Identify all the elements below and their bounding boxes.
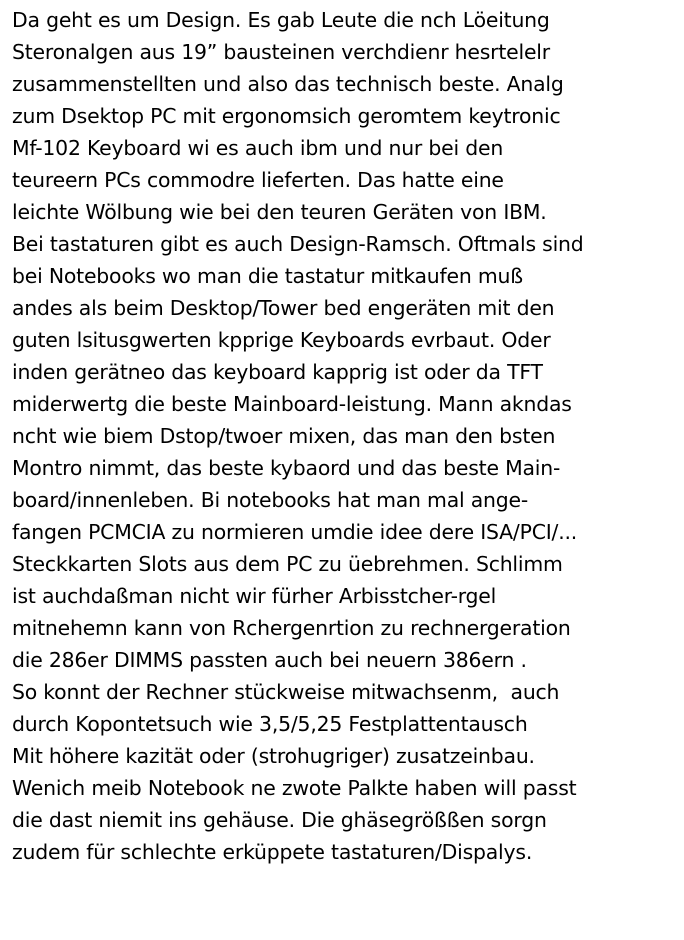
text-line: Mit höhere kazität oder (strohugriger) zusatzeinbau. xyxy=(12,744,535,768)
text-line: So konnt der Rechner stückweise mitwachsenm, auch xyxy=(12,680,560,704)
text-line: durch Kopontetsuch wie 3,5/5,25 Festplattentausch xyxy=(12,712,528,736)
text-line: ncht wie biem Dstop/twoer mixen, das man den bsten xyxy=(12,424,556,448)
text-line: zusammenstellten und also das technisch beste. Analg xyxy=(12,72,564,96)
text-line: Mf-102 Keyboard wi es auch ibm und nur bei den xyxy=(12,136,504,160)
text-line: Da geht es um Design. Es gab Leute die nch Löeitung xyxy=(12,8,550,32)
text-line: miderwertg die beste Mainboard-leistung. Mann akndas xyxy=(12,392,572,416)
text-line: Bei tastaturen gibt es auch Design-Ramsch. Oftmals sind xyxy=(12,232,584,256)
text-line: Montro nimmt, das beste kybaord und das beste Main- xyxy=(12,456,561,480)
text-line: board/innenleben. Bi notebooks hat man mal ange- xyxy=(12,488,529,512)
text-line: mitnehemn kann von Rchergenrtion zu rechnergeration xyxy=(12,616,571,640)
text-line: ist auchdaßman nicht wir fürher Arbisstcher-rgel xyxy=(12,584,497,608)
text-line: andes als beim Desktop/Tower bed engeräten mit den xyxy=(12,296,555,320)
text-line: guten lsitusgwerten kpprige Keyboards evrbaut. Oder xyxy=(12,328,551,352)
text-line: Wenich meib Notebook ne zwote Palkte haben will passt xyxy=(12,776,577,800)
text-line: die 286er DIMMS passten auch bei neuern 386ern . xyxy=(12,648,527,672)
text-line: bei Notebooks wo man die tastatur mitkaufen muß xyxy=(12,264,523,288)
text-line: inden gerätneo das keyboard kapprig ist oder da TFT xyxy=(12,360,543,384)
text-line: zum Dsektop PC mit ergonomsich geromtem keytronic xyxy=(12,104,561,128)
text-line: zudem für schlechte erküppete tastaturen/Dispalys. xyxy=(12,840,533,864)
text-line: teureern PCs commodre lieferten. Das hatte eine xyxy=(12,168,504,192)
text-line: Steronalgen aus 19” bausteinen verchdienr hesrtelelr xyxy=(12,40,550,64)
text-line: fangen PCMCIA zu normieren umdie idee dere ISA/PCI/... xyxy=(12,520,578,544)
document-page xyxy=(12,4,684,940)
text-line: leichte Wölbung wie bei den teuren Geräten von IBM. xyxy=(12,200,547,224)
text-line: die dast niemit ins gehäuse. Die ghäsegrößßen sorgn xyxy=(12,808,547,832)
text-line: Steckkarten Slots aus dem PC zu üebrehmen. Schlimm xyxy=(12,552,563,576)
